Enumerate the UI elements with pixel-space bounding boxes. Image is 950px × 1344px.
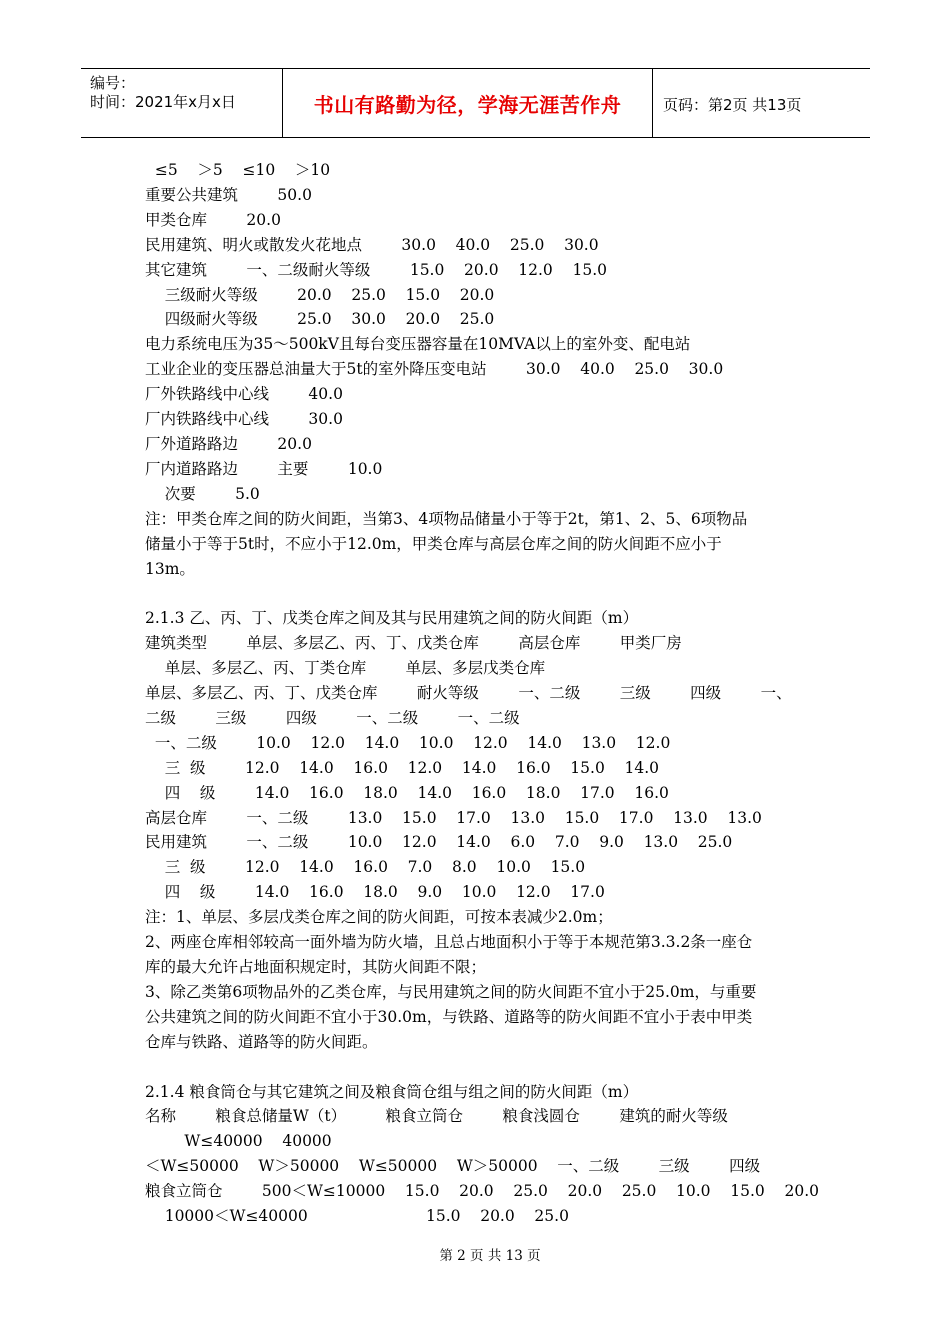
text-line: 仓库与铁路、道路等的防火间距。 <box>145 1032 378 1051</box>
text-line: 重要公共建筑 50.0 <box>145 185 312 204</box>
date-line: 时间：2021年x月x日 <box>90 93 236 111</box>
text-line: 四 级 14.0 16.0 18.0 14.0 16.0 18.0 17.0 16.0 <box>145 783 669 802</box>
text-line: 10000＜W≤40000 15.0 20.0 25.0 <box>145 1207 569 1226</box>
text-line: 次要 5.0 <box>145 484 260 503</box>
text-line: 2.1.3 乙、丙、丁、戊类仓库之间及其与民用建筑之间的防火间距（m） <box>145 609 639 628</box>
text-line: 工业企业的变压器总油量大于5t的室外降压变电站 30.0 40.0 25.0 30.0 <box>145 360 724 379</box>
text-line: 三 级 12.0 14.0 16.0 12.0 14.0 16.0 15.0 14.0 <box>145 758 660 777</box>
text-line: 13m。 <box>145 559 195 578</box>
text-line: 单层、多层乙、丙、丁、戊类仓库 耐火等级 一、二级 三级 四级 一、 <box>145 684 792 703</box>
page-header <box>81 68 870 138</box>
text-line: W≤40000 40000 <box>145 1132 332 1151</box>
text-line: 四 级 14.0 16.0 18.0 9.0 10.0 12.0 17.0 <box>145 883 605 902</box>
text-line: 粮食立筒仓 500＜W≤10000 15.0 20.0 25.0 20.0 25.0 10.0 15.0 20.0 <box>145 1182 819 1201</box>
text-line: ≤5 ＞5 ≤10 ＞10 <box>145 161 331 179</box>
text-line: 2、两座仓库相邻较高一面外墙为防火墙，且总占地面积小于等于本规范第3.3.2条一座仓 <box>145 933 753 952</box>
document-body <box>145 158 819 1229</box>
text-line: 三 级 12.0 14.0 16.0 7.0 8.0 10.0 15.0 <box>145 858 586 877</box>
text-line: 3、除乙类第6项物品外的乙类仓库，与民用建筑之间的防火间距不宜小于25.0m，与重要 <box>145 982 757 1001</box>
text-line: 厂内铁路线中心线 30.0 <box>145 410 343 429</box>
text-line: 公共建筑之间的防火间距不宜小于30.0m，与铁路、道路等的防火间距不宜小于表中甲类 <box>145 1007 753 1026</box>
text-line: 三级耐火等级 20.0 25.0 15.0 20.0 <box>145 285 495 304</box>
text-line: 二级 三级 四级 一、二级 一、二级 <box>145 708 520 727</box>
text-line: 库的最大允许占地面积规定时，其防火间距不限； <box>145 957 487 976</box>
text-line: 厂外铁路线中心线 40.0 <box>145 385 343 404</box>
text-line: 注：甲类仓库之间的防火间距，当第3、4项物品储量小于等于2t，第1、2、5、6项物品 <box>145 509 748 528</box>
header-left-cell <box>81 69 283 137</box>
motto-text: 书山有路勤为径，学海无涯苦作舟 <box>313 93 622 117</box>
text-line: 2.1.4 粮食筒仓与其它建筑之间及粮食筒仓组与组之间的防火间距（m） <box>145 1082 639 1101</box>
page-footer: 第 2 页 共 13 页 <box>439 1248 541 1264</box>
blank-line <box>145 1055 810 1080</box>
page-info: 页码：第2页 共13页 <box>663 96 802 114</box>
blank-line <box>145 581 810 606</box>
text-line: 名称 粮食总储量W（t） 粮食立筒仓 粮食浅圆仓 建筑的耐火等级 <box>145 1107 728 1126</box>
text-line: 高层仓库 一、二级 13.0 15.0 17.0 13.0 15.0 17.0 13.0 13.0 <box>145 808 762 827</box>
text-line: 厂外道路路边 20.0 <box>145 434 312 453</box>
text-line: ＜W≤50000 W＞50000 W≤50000 W＞50000 一、二级 三级 四级 <box>145 1157 761 1176</box>
header-right-cell <box>653 69 870 137</box>
text-line: 其它建筑 一、二级耐火等级 15.0 20.0 12.0 15.0 <box>145 260 608 279</box>
text-line: 厂内道路路边 主要 10.0 <box>145 459 383 478</box>
text-line: 储量小于等于5t时，不应小于12.0m，甲类仓库与高层仓库之间的防火间距不应小于 <box>145 534 722 553</box>
text-line: 一、二级 10.0 12.0 14.0 10.0 12.0 14.0 13.0 12.0 <box>145 733 671 752</box>
text-line: 单层、多层乙、丙、丁类仓库 单层、多层戊类仓库 <box>145 659 546 678</box>
text-line: 建筑类型 单层、多层乙、丙、丁、戊类仓库 高层仓库 甲类厂房 <box>145 634 682 653</box>
serial-number-label: 编号： <box>90 74 136 92</box>
text-line: 注：1、单层、多层戊类仓库之间的防火间距，可按本表减少2.0m； <box>145 908 613 927</box>
text-line: 民用建筑 一、二级 10.0 12.0 14.0 6.0 7.0 9.0 13.0 25.0 <box>145 833 733 852</box>
text-line: 电力系统电压为35～500kV且每台变压器容量在10MVA以上的室外变、配电站 <box>145 335 691 354</box>
text-line: 四级耐火等级 25.0 30.0 20.0 25.0 <box>145 310 495 329</box>
header-middle-cell <box>283 69 653 137</box>
text-line: 甲类仓库 20.0 <box>145 210 281 229</box>
text-line: 民用建筑、明火或散发火花地点 30.0 40.0 25.0 30.0 <box>145 235 599 254</box>
